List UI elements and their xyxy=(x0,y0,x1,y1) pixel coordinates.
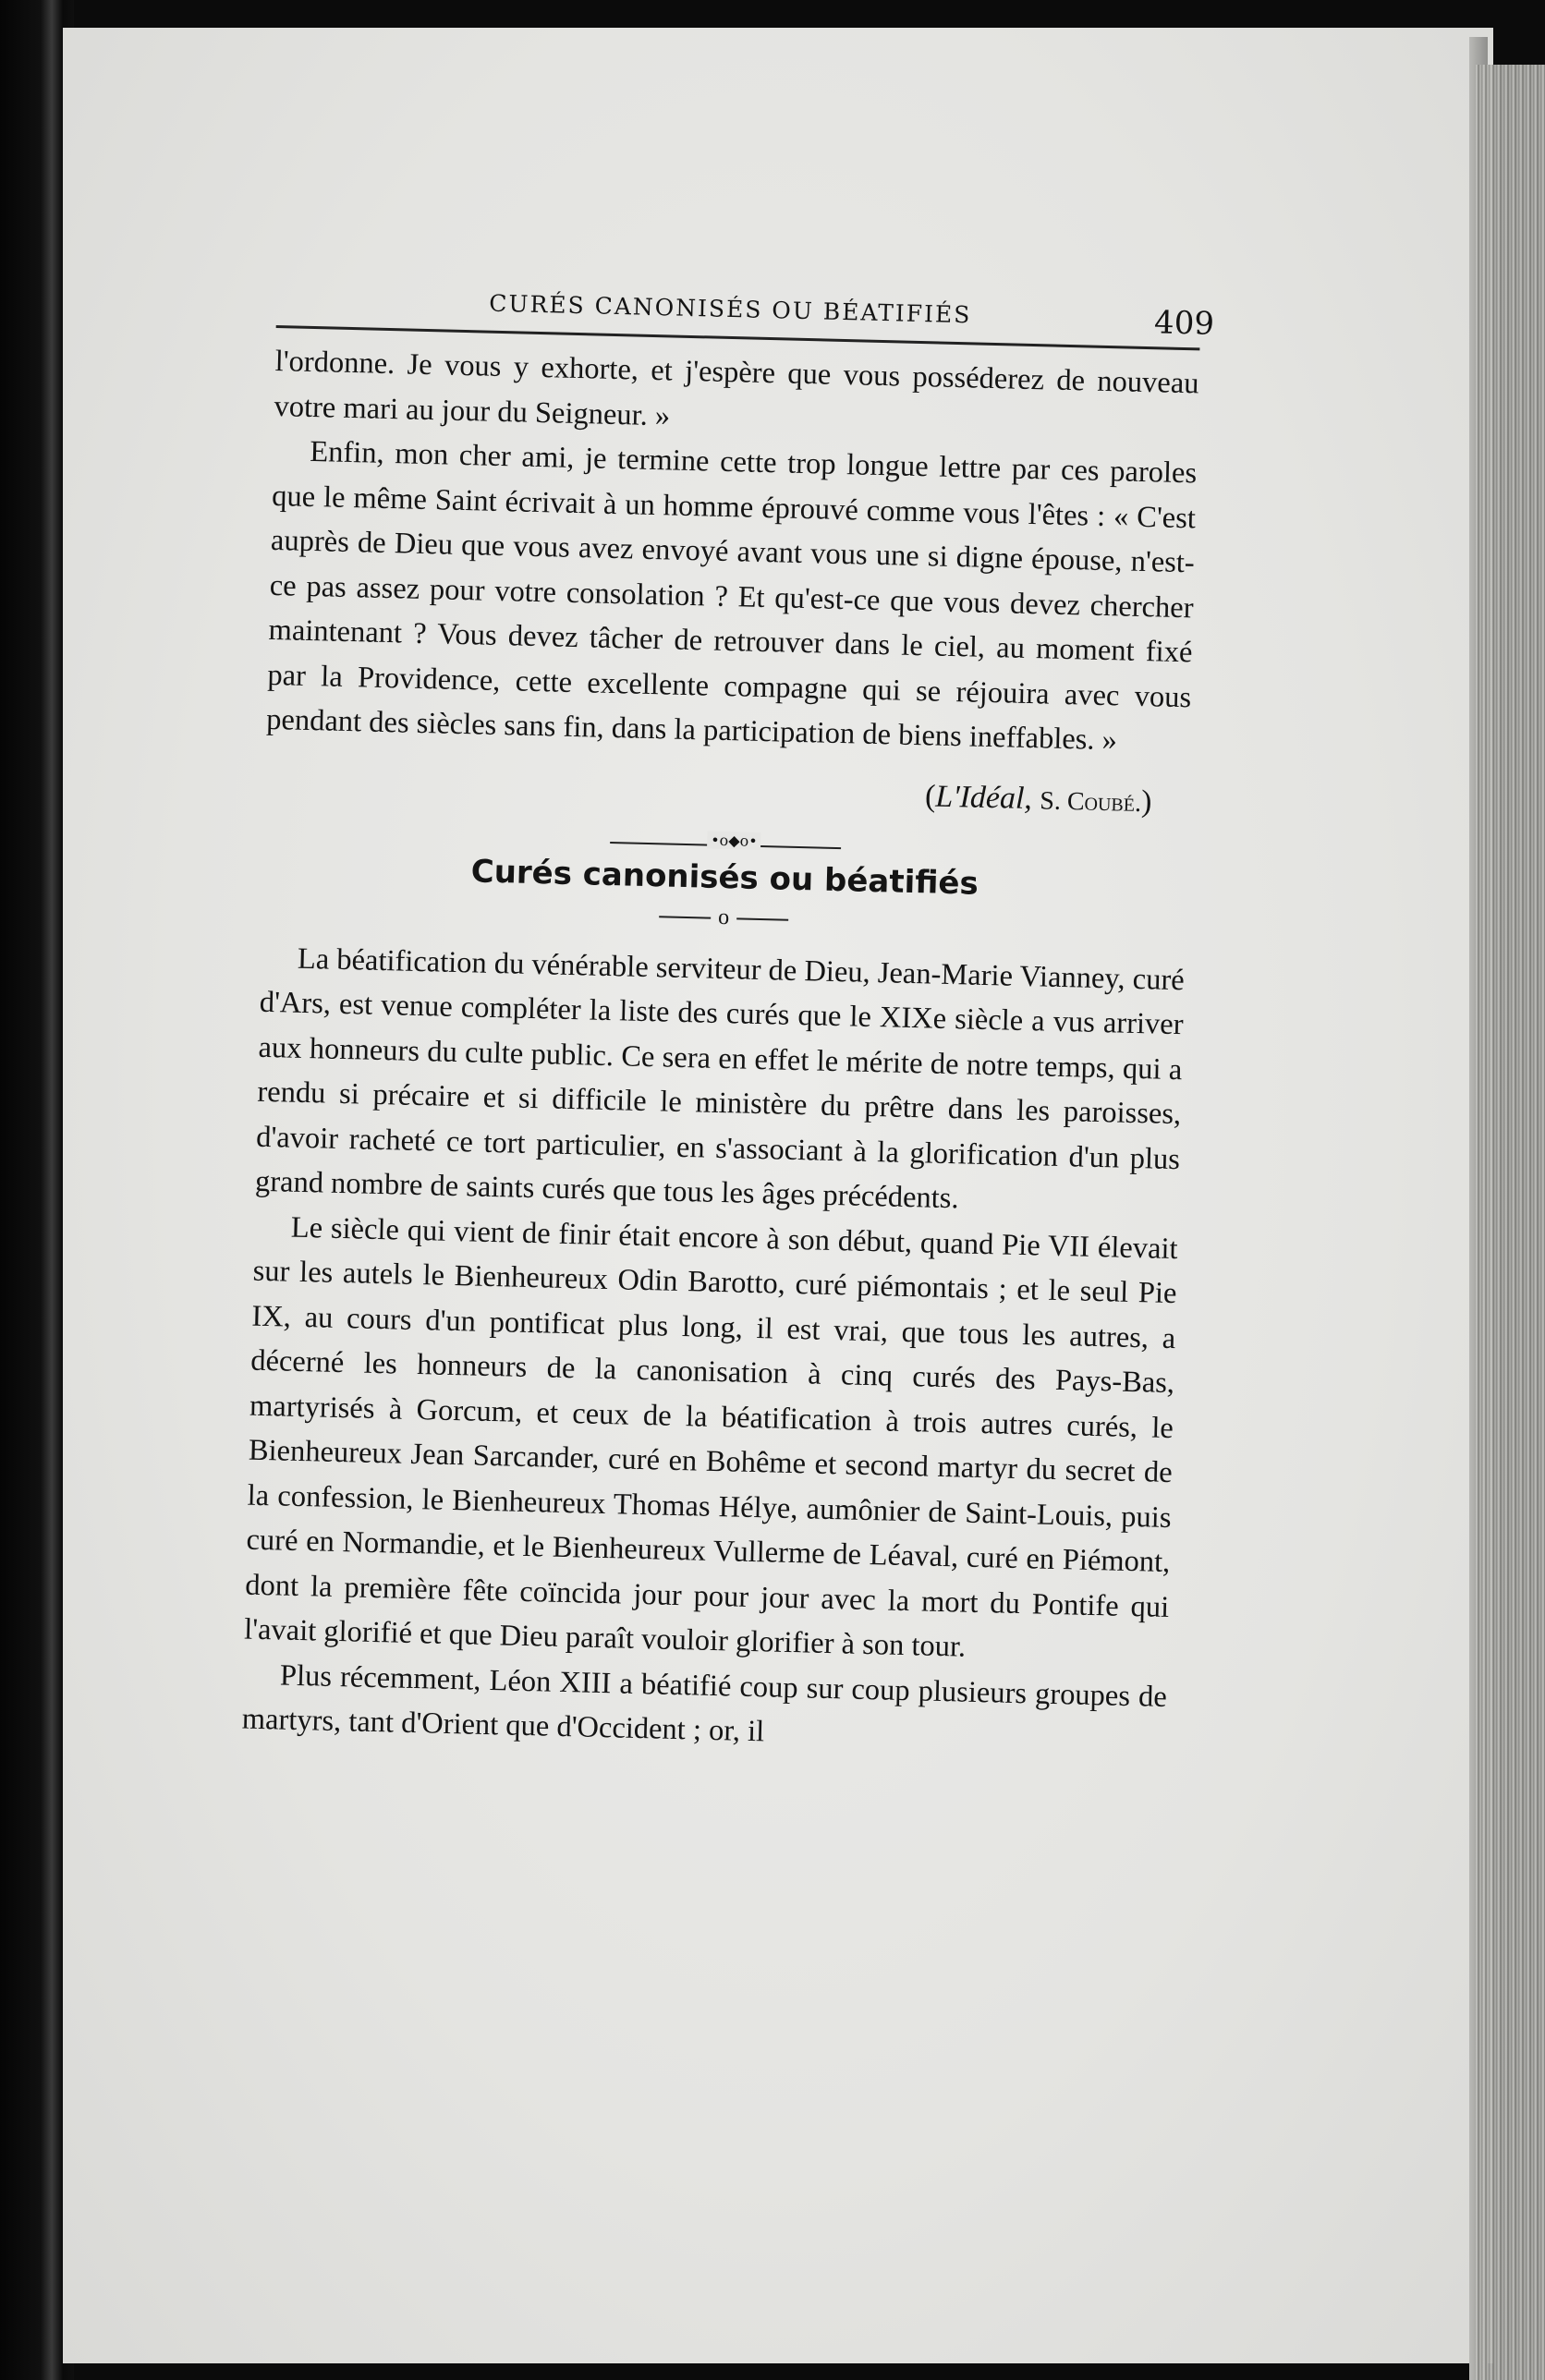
page-number: 409 xyxy=(1153,304,1215,343)
divider-ornament: •o◆o• xyxy=(707,831,761,849)
running-title: CURÉS CANONISÉS OU BÉATIFIÉS xyxy=(489,289,972,329)
section-paragraph-1: La béatification du vénérable serviteur de Dieu, Jean-Marie Vianney, curé d'Ars, est venue compléter la liste des curés que le XIXe siècle a vus arriver aux honneurs du culte public. Ce sera en effet le mérite de notre temps, qui a rendu si précaire et si difficile le ministère du prêtre dans les paroisses, d'avoir racheté ce tort particulier, en s'associant à la glorification d'un plus grand nombre de saints curés que tous les âges précédents. xyxy=(254,941,1186,1216)
letter-paragraph-1: l'ordonne. Je vous y exhorte, et j'espère que vous posséderez de nouveau votre mari au jour du Seigneur. » xyxy=(274,344,1199,432)
section-paragraph-2: Le siècle qui vient de finir était encore à son début, quand Pie VII élevait sur les autels le Bienheureux Odin Barotto, curé piémontais ; et le seul Pie IX, au cours d'un pontificat plus long, il est vrai, que tous les autres, a décerné les honneurs de la canonisation à cinq curés des Pays-Bas, martyrisés à Gorcum, et ceux de la béatification à trois autres curés, le Bienheureux Jean Sarcander, curé en Bohême et second martyr du secret de la confession, le Bienheureux Thomas Hélye, aumônier de Saint-Louis, puis curé en Normandie, et le Bienheureux Vullerme de Léaval, curé en Piémont, dont la première fête coïncida jour pour jour avec la mort du Pontife qui l'avait glorifié et que Dieu paraît vouloir glorifier à son tour. xyxy=(243,1210,1179,1664)
section-divider xyxy=(610,833,841,848)
signature-author: S. Coubé. xyxy=(1039,785,1142,818)
title-mark: o xyxy=(262,893,1186,941)
section-paragraph-3: Plus récemment, Léon XIII a béatifié coup sur coup plusieurs groupes de martyrs, tant d'Orient que d'Occident ; or, il xyxy=(241,1658,1168,1749)
stacked-page-edges xyxy=(1475,65,1545,2380)
section-title: Curés canonisés ou béatifiés xyxy=(470,852,979,903)
letter-signature: (L'Idéal, S. Coubé.) xyxy=(924,778,1152,819)
signature-source: L'Idéal, xyxy=(934,779,1033,816)
letter-paragraph-2: Enfin, mon cher ami, je termine cette trop longue lettre par ces paroles que le même Saint écrivait à un homme éprouvé comme vous l'êtes : « C'est auprès de Dieu que vous avez envoyé avant vous une si digne épouse, n'est-ce pas assez pour votre consolation ? Et qu'est-ce que vous devez chercher maintenant ? Vous devez tâcher de retrouver dans le ciel, au moment fixé par la Providence, cette excellente compagne qui se réjouira avec vous pendant des siècles sans fin, dans la participation de biens ineffables. » xyxy=(265,434,1198,758)
page-text-block xyxy=(241,277,1215,1764)
